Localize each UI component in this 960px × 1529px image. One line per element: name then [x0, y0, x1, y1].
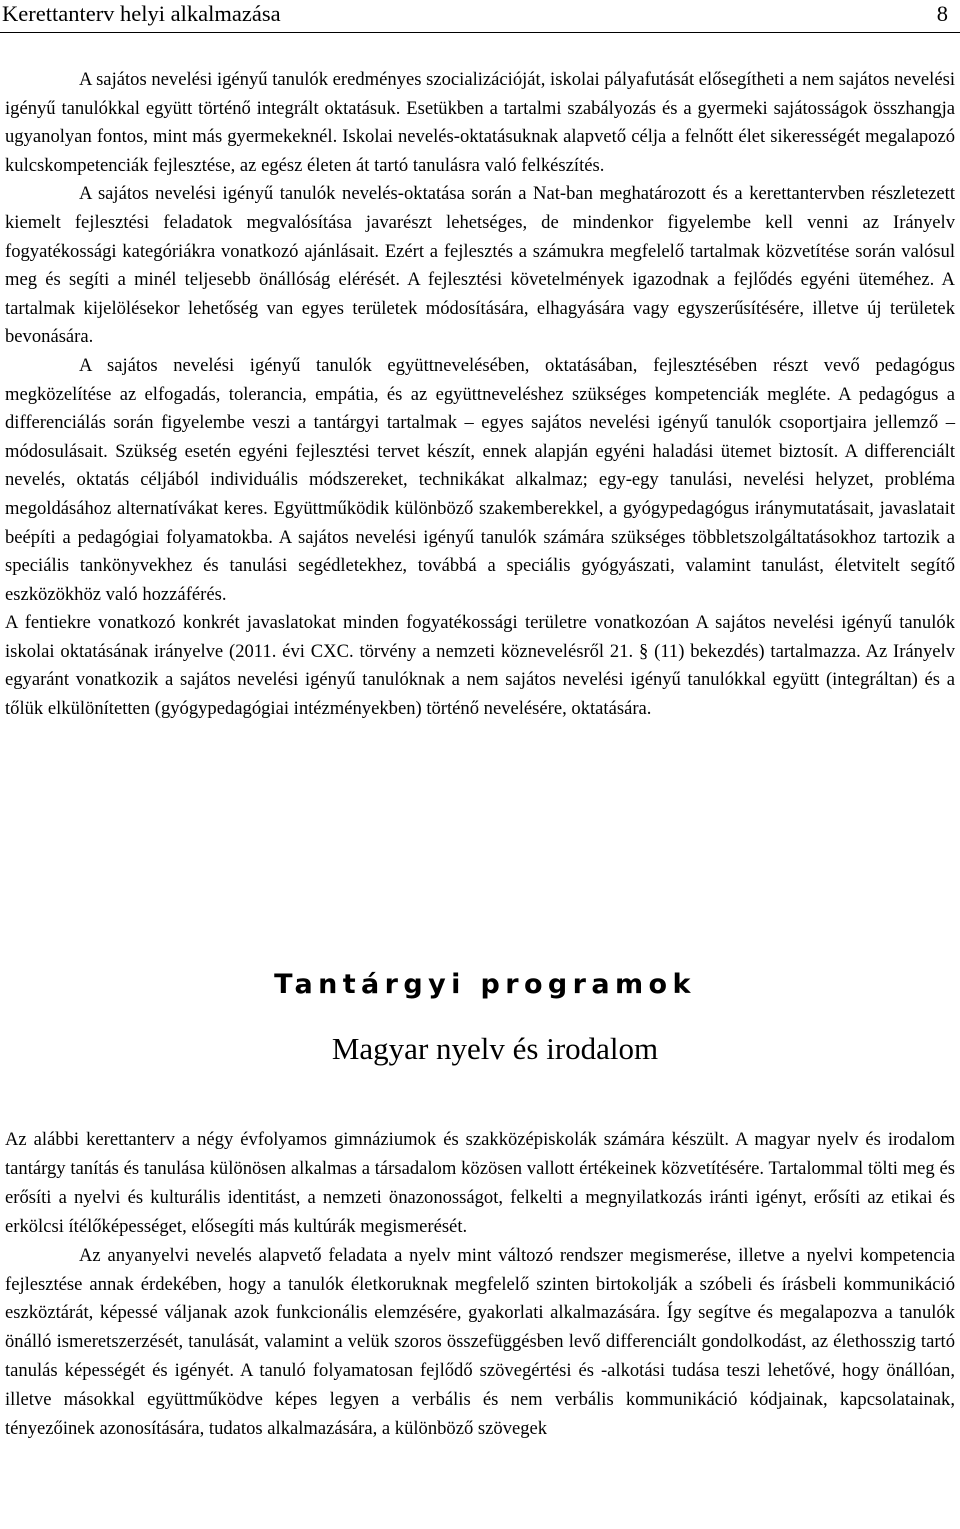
subject-heading: Magyar nyelv és irodalom: [331, 1031, 659, 1066]
paragraph: A fentiekre vonatkozó konkrét javaslatokat minden fogyatékossági területre vonatkozóan A sajátos nevelési igényű tanulók iskolai oktatásának irányelve (2011. évi CXC. törvény a nemzeti köznevelésről 21. § (11) bekezdés) tartalmazza. Az Irányelv egyaránt vonatkozik a sajátos nevelési igényű tanulóknak a nem sajátos nevelési igényű tanulókkal együtt (integráltan) és a tőlük elkülönítetten (gyógypedagógiai intézményekben) történő nevelésére, oktatására.: [5, 612, 955, 720]
paragraph: A sajátos nevelési igényű tanulók nevelés-oktatása során a Nat-ban meghatározott és a kerettantervben részletezett kiemelt fejlesztési feladatok megvalósítása javarészt lehetséges, de mindenkor figyelembe kell venni az Irányelv fogyatékossági kategóriákra vonatkozó ajánlásait. Ezért a fejlesztés a számukra megfelelő tartalmak közvetítése során valósul meg és segíti a minél teljesebb önállóság elérését. A fejlesztési követelmények igazodnak a fejlődés egyéni üteméhez. A tartalmak kijelölésekor lehetőség van egyes területek módosítására, elhagyására vagy egyszerűsítésére, illetve új területek bevonására.: [5, 183, 955, 348]
page-header: [0, 0, 960, 33]
section-heading: Tantárgyi programok: [274, 969, 696, 1000]
paragraph: A sajátos nevelési igényű tanulók együttnevelésében, oktatásában, fejlesztésében részt vevő pedagógus megközelítése az elfogadás, tolerancia, empátia, és az együttneveléshez szükséges kompetenciák megléte. A pedagógus a differenciálás során figyelembe veszi a tantárgyi tartalmak – egyes sajátos nevelési igényű tanulók csoportjaira jellemző – módosulásait. Szükség esetén egyéni fejlesztési tervet készít, ennek alapján egyéni haladási ütemet biztosít. A differenciált nevelés, oktatás céljából individuális módszereket, technikákat alkalmaz; egy-egy tanulási, nevelési helyzet, probléma megoldásához alternatívákat keres. Együttműködik különböző szakemberekkel, a gyógypedagógus iránymutatásait, javaslatait beépíti a pedagógiai folyamatokba. A sajátos nevelési igényű tanulók számára szükséges többletszolgáltatásokhoz tartozik a speciális tankönyvekhez és tanulási segédletekhez, továbbá a speciális gyógyászati, valamint tanulást, életvitelt segítő eszközökhöz való hozzáférés.: [5, 354, 955, 605]
paragraph: Az alábbi kerettanterv a négy évfolyamos gimnáziumok és szakközépiskolák számára készült. A magyar nyelv és irodalom tantárgy tanítás és tanulása különösen alkalmas a társadalom közösen vallott értékeinek közvetítésére. Tartalommal tölti meg és erősíti a nyelvi és kulturális identitást, a nemzeti önazonosságot, felkelti a megnyilatkozás iránti igényt, erősíti az etikai és erkölcsi ítélőképességet, elősegíti más kultúrák megismerését.: [5, 1129, 955, 1237]
paragraph: A sajátos nevelési igényű tanulók eredményes szocializációját, iskolai pályafutását elősegítheti a nem sajátos nevelési igényű tanulókkal együtt történő integrált oktatásuk. Esetükben a tartalmi szabályozás és a gyermeki sajátosságok összhangja ugyanolyan fontos, mint más gyermekeknél. Iskolai nevelés-oktatásuknak alapvető célja a felnőtt élet sikerességét megalapozó kulcskompetenciák fejlesztése, az egész életen át tartó tanulásra való felkészítés.: [5, 69, 955, 176]
paragraph: Az anyanyelvi nevelés alapvető feladata a nyelv mint változó rendszer megismerése, illetve a nyelvi kompetencia fejlesztése annak érdekében, hogy a tanulók életkoruknak megfelelő szinten birtokolják a szóbeli és írásbeli kommunikáció eszköztárát, képessé váljanak azok funkcionális elemzésére, gyakorlati alkalmazására. Így segítve és megalapozva a tanulók önálló ismeretszerzését, tanulását, valamint a velük szoros összefüggésben levő differenciált gondolkodást, az élethosszig tartó tanulás képességét és igényét. A tanuló folyamatosan fejlődő szövegértési és -alkotási tudása teszi lehetővé, hogy önállóan, illetve másokkal együttműködve képes legyen a verbális és nem verbális kommunikáció kódjainak, kapcsolatainak, tényezőinek azonosítására, tudatos alkalmazására, a különböző szövegek: [5, 1244, 955, 1440]
section-sni-text: [5, 66, 955, 724]
page-number: 8: [936, 1, 948, 26]
section-subject-text: [5, 1126, 955, 1444]
header-title: Kerettanterv helyi alkalmazása: [2, 1, 281, 26]
